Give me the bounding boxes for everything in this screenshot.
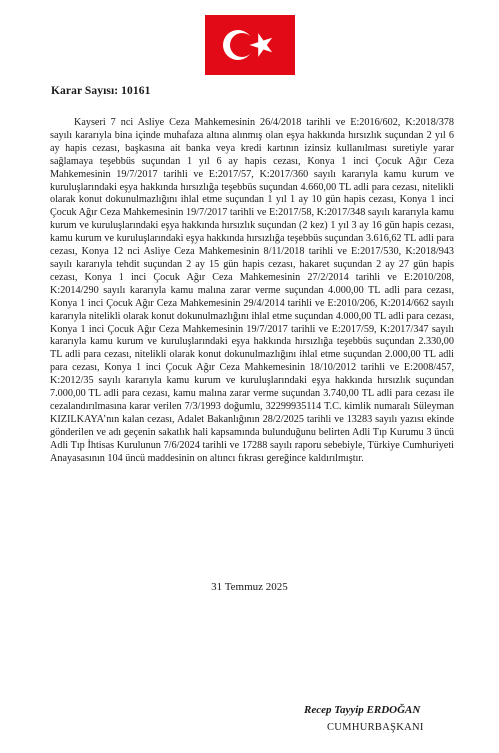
decision-body-text: Kayseri 7 nci Asliye Ceza Mahkemesinin 26/4/2018 tarihli ve E:2016/602, K:2018/378 sayılı kararıyla bina içinde muhafaza altına alınmış olan eşya hakkında hırsızlık suçundan 2 yıl 6 ay hapis cezası, başkasına ait banka veya kredi kartının izinsiz kullanılması suretiyle yarar sağlamaya teşebbüs suçundan 1 yıl 6 ay hapis cezası, Konya 1 inci Çocuk Ağır Ceza Mahkemesinin 19/7/2017 tarihli ve E:2017/57, K:2017/360 sayılı kararıyla kamu kurum ve kuruluşlarındaki eşya hakkında hırsızlığa teşebbüs suçundan 4.660,00 TL adli para cezası, nitelikli olarak konut dokunulmazlığını ihlal etme suçundan 1 yıl 1 ay 10 gün hapis cezası, Konya 1 inci Çocuk Ağır Ceza Mahkemesinin 19/7/2017 tarihli ve E:2017/58, K:2017/348 sayılı kararıyla kamu kurum ve kuruluşlarındaki eşya hakkında hırsızlık suçundan (2 kez) 1 yıl 3 ay 16 gün hapis cezası, kamu kurum ve kuruluşlarındaki eşya hakkında hırsızlığa teşebbüs suçundan 3.616,62 TL adli para cezası, Konya 12 nci Asliye Ceza Mahkemesinin 8/11/2018 tarihli ve E:2017/530, K:2018/943 sayılı kararıyla tehdit suçundan 2 ay 15 gün hapis cezası, hakaret suçundan 2 ay 27 gün hapis cezası, Konya 1 inci Çocuk Ağır Ceza Mahkemesinin 27/2/2014 tarihli ve E:2010/208, K:2014/290 sayılı kararıyla kamu malına zarar verme suçundan 4.000,00 TL adli para cezası, Konya 1 inci Çocuk Ağır Ceza Mahkemesinin 29/4/2014 tarihli ve E:2010/206, K:2014/662 sayılı kararıyla nitelikli olarak konut dokunulmazlığını ihlal etme suçundan 4.000,00 TL adli para cezası, Konya 1 inci Çocuk Ağır Ceza Mahkemesinin 19/7/2017 tarihli ve E:2017/59, K:2017/347 sayılı kararıyla kamu kurum ve kuruluşlarındaki eşya hakkında hırsızlığa teşebbüs suçundan 2.330,00 TL adli para cezası, nitelikli olarak konut dokunulmazlığını ihlal etme suçundan 2.000,00 TL adli para cezası, Konya 1 inci Çocuk Ağır Ceza Mahkemesinin 18/10/2012 tarihli ve E:2008/457, K:2012/35 sayılı kararıyla kamu kurum ve kuruluşlarındaki eşya hakkında hırsızlık suçundan 7.000,00 TL adli para cezası, kamu malına zarar verme suçundan 3.740,00 TL adli para cezası ile cezalandırılmasına karar verilen 7/3/1993 doğumlu, 32299935114 T.C. kimlik numaralı Süleyman KIZILKAYA’nın kalan cezası, Adalet Bakanlığının 28/2/2025 tarihli ve 13283 sayılı yazısı ekinde gönderilen ve adı geçenin sakatlık hali kapsamında bulunduğunu belirten Adli Tıp Kurumu 3 üncü Adli Tıp İhtisas Kurulunun 7/6/2024 tarihli ve 17288 sayılı raporu sebebiyle, Türkiye Cumhuriyeti Anayasasının 104 üncü maddesinin on altıncı fıkrası gereğince kaldırılmıştır. — [50, 117, 454, 464]
signer-name: Recep Tayyip ERDOĞAN — [304, 704, 421, 716]
decision-date: 31 Temmuz 2025 — [211, 581, 288, 593]
decision-number: Karar Sayısı: 10161 — [51, 85, 151, 97]
turkish-flag-icon — [205, 15, 295, 75]
signer-title: CUMHURBAŞKANI — [327, 722, 424, 733]
